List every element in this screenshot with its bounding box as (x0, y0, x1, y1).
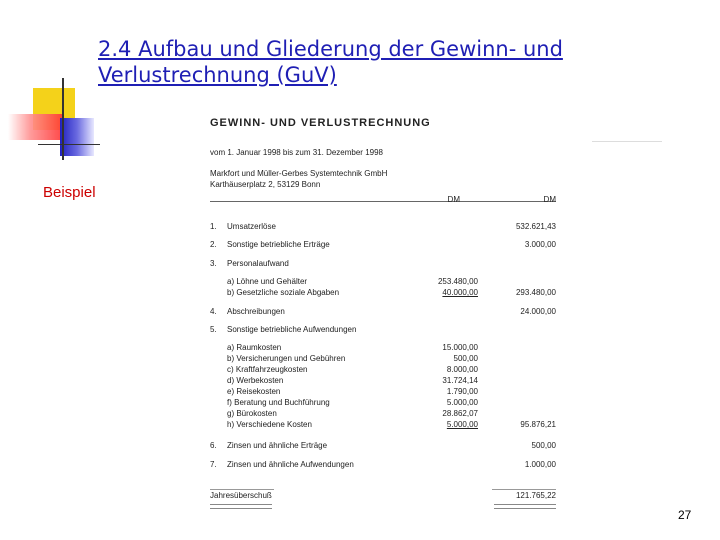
col2-header: DM (543, 195, 556, 204)
row-value-col2: 293.480,00 (515, 288, 556, 297)
row-label: c) Kraftfahrzeugkosten (227, 365, 308, 374)
row-label: Sonstige betriebliche Erträge (227, 240, 330, 249)
row-label: e) Reisekosten (227, 387, 281, 396)
decoration-horizontal-line (38, 144, 100, 145)
statement-row (210, 354, 556, 365)
total-rule-right (492, 489, 556, 490)
statement-title: GEWINN- UND VERLUSTRECHNUNG (210, 117, 431, 129)
row-value-col1: 8.000,00 (446, 365, 478, 374)
double-rule-left (210, 504, 272, 509)
statement-row (210, 409, 556, 420)
decoration-blue-square (60, 118, 94, 156)
row-value-col2: 24.000,00 (520, 307, 556, 316)
double-rule-right (494, 504, 556, 509)
header-rule (210, 201, 556, 202)
row-label: b) Versicherungen und Gebühren (227, 354, 346, 363)
row-number: 7. (210, 460, 217, 469)
row-label: Zinsen und ähnliche Aufwendungen (227, 460, 354, 469)
row-value-col1: 5.000,00 (446, 398, 478, 407)
statement-row (210, 325, 556, 336)
row-value-col1: 40.000,00 (442, 288, 478, 297)
row-value-col1: 31.724,14 (442, 376, 478, 385)
company-address: Karthäuserplatz 2, 53129 Bonn (210, 180, 321, 189)
row-value-col1: 253.480,00 (437, 277, 478, 286)
row-value-col1: 28.862,07 (442, 409, 478, 418)
row-value-col1: 15.000,00 (442, 343, 478, 352)
statement-row (210, 398, 556, 409)
row-value-col2: 1.000,00 (524, 460, 556, 469)
row-value-col1: 1.790,00 (446, 387, 478, 396)
row-label: Umsatzerlöse (227, 222, 276, 231)
statement-row (210, 460, 556, 471)
row-value-col2: 95.876,21 (520, 420, 556, 429)
statement-period: vom 1. Januar 1998 bis zum 31. Dezember 1998 (210, 148, 383, 157)
row-label: h) Verschiedene Kosten (227, 420, 312, 429)
statement-row (210, 420, 556, 431)
statement-row (210, 288, 556, 299)
row-label: g) Bürokosten (227, 409, 277, 418)
total-row (210, 491, 556, 502)
statement-row (210, 277, 556, 288)
row-label: a) Raumkosten (227, 343, 282, 352)
row-value-col2: 500,00 (531, 441, 556, 450)
row-number: 4. (210, 307, 217, 316)
col1-header: DM (447, 195, 460, 204)
slide-title[interactable]: 2.4 Aufbau und Gliederung der Gewinn- und Verlustrechnung (GuV) (98, 37, 563, 87)
total-rule-left (210, 489, 274, 490)
statement-row (210, 240, 556, 251)
row-value-col2: 3.000,00 (524, 240, 556, 249)
row-label: Personalaufwand (227, 259, 289, 268)
row-number: 5. (210, 325, 217, 334)
row-value-col2: 532.621,43 (515, 222, 556, 231)
row-value-col1: 500,00 (453, 354, 478, 363)
row-number: 1. (210, 222, 217, 231)
row-value-col1: 5.000,00 (446, 420, 478, 429)
statement-row (210, 365, 556, 376)
page-number: 27 (678, 508, 692, 522)
statement-row (210, 259, 556, 270)
company-name: Markfort und Müller-Gerbes Systemtechnik GmbH (210, 169, 388, 178)
decoration-red-bar (8, 114, 64, 140)
statement-row (210, 222, 556, 233)
row-label: Zinsen und ähnliche Erträge (227, 441, 328, 450)
statement-row (210, 387, 556, 398)
row-number: 2. (210, 240, 217, 249)
decoration-faint-line (592, 141, 662, 142)
statement-row (210, 376, 556, 387)
side-label: Beispiel (43, 184, 96, 201)
row-label: Abschreibungen (227, 307, 285, 316)
statement-row (210, 307, 556, 318)
statement-row (210, 441, 556, 452)
total-label: Jahresüberschuß (210, 491, 272, 500)
row-number: 3. (210, 259, 217, 268)
total-value: 121.765,22 (515, 491, 556, 500)
row-label: b) Gesetzliche soziale Abgaben (227, 288, 340, 297)
row-label: f) Beratung und Buchführung (227, 398, 330, 407)
row-label: a) Löhne und Gehälter (227, 277, 308, 286)
statement-row (210, 343, 556, 354)
row-label: Sonstige betriebliche Aufwendungen (227, 325, 357, 334)
row-label: d) Werbekosten (227, 376, 284, 385)
decoration-vertical-line (62, 78, 64, 160)
row-number: 6. (210, 441, 217, 450)
